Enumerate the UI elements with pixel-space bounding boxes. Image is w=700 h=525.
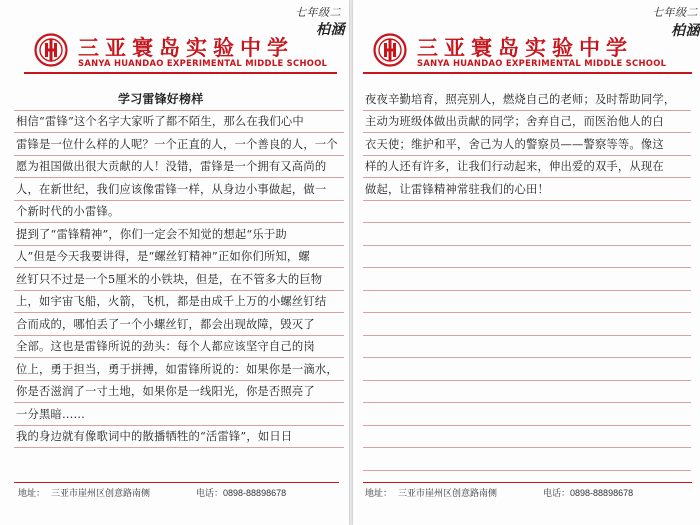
essay-line: 合而成的，哪怕丢了一个小螺丝钉，都会出现故障，毁灭了 <box>16 317 315 331</box>
essay-line: 衣天使；维护和平，舍己为人的警察员——警察等等。像这 <box>365 137 664 151</box>
essay-line: 样的人还有许多，让我们行动起来，伸出爱的双手，从现在 <box>365 160 664 173</box>
ruled-line <box>14 156 344 179</box>
essay-title-line <box>14 88 344 111</box>
ruled-line <box>363 313 691 336</box>
address-label: 地址： <box>18 488 46 498</box>
ruled-line <box>14 403 344 426</box>
ruled-line <box>363 156 691 179</box>
essay-line: 上，如宇宙飞船，火箭，飞机，都是由成千上万的小螺丝钉结 <box>16 295 327 308</box>
header-rule <box>24 72 337 74</box>
essay-line: 夜夜辛勤培育，照亮别人，燃烧自己的老师；及时帮助同学， <box>365 92 676 106</box>
essay-line: 你是否滋润了一寸土地，如果你是一线阳光，你是否照亮了 <box>16 385 315 398</box>
essay-line: 愿为祖国做出很大贡献的人！没错，雷锋是一个拥有又高尚的 <box>16 160 327 173</box>
essay-line: 人”但是今天我要讲得，是“螺丝钉精神”正如你们所知，螺 <box>16 250 310 263</box>
handwritten-name: 柏涵 <box>671 23 700 39</box>
ruled-line <box>14 426 344 449</box>
school-name-cn: 三亚寰岛实验中学 <box>78 36 294 60</box>
essay-line: 提到了“雷锋精神”，你们一定会不知觉的想起“乐于助 <box>16 227 287 241</box>
essay-line: 相信“雷锋”这个名字大家听了都不陌生，那么在我们心中 <box>16 115 304 128</box>
school-name-cn: 三亚寰岛实验中学 <box>417 36 633 60</box>
school-name-en: SANYA HUANDAO EXPERIMENTAL MIDDLE SCHOOL <box>417 58 667 68</box>
header-rule <box>363 72 692 74</box>
phone-text: 电话：0898-88898678 <box>196 488 287 498</box>
essay-line: 丝钉只不过是一个5厘米的小铁块，但是，在不管多大的巨物 <box>16 272 323 286</box>
ruled-line <box>363 426 691 449</box>
handwritten-name: 柏涵 <box>316 22 345 38</box>
ruled-line <box>363 201 691 224</box>
ruled-line <box>14 336 344 359</box>
right-page <box>353 0 700 525</box>
ruled-line <box>363 358 691 381</box>
ruled-line <box>14 358 344 381</box>
essay-line: 个新时代的小雷锋。 <box>16 205 120 218</box>
footer-rule <box>14 482 339 483</box>
essay-line: 人，在新世纪，我们应该像雷锋一样，从身边小事做起，做一 <box>16 182 327 196</box>
essay-line: 雷锋是一位什么样的人呢？一个正直的人，一个善良的人，一个 <box>16 137 338 151</box>
address-label: 地址： <box>365 488 393 498</box>
ruled-line <box>14 381 344 404</box>
left-page <box>0 0 349 525</box>
ruled-line <box>363 223 691 246</box>
ruled-line <box>14 223 344 246</box>
essay-body-left <box>14 88 344 448</box>
school-name-en: SANYA HUANDAO EXPERIMENTAL MIDDLE SCHOOL <box>78 58 328 68</box>
essay-line: 一分黑暗…… <box>16 407 85 421</box>
ruled-line <box>363 133 691 156</box>
ruled-line <box>363 403 691 426</box>
ruled-line <box>363 178 691 201</box>
handwritten-grade: 七年级二 <box>295 6 341 19</box>
ruled-line <box>363 448 691 471</box>
ruled-line <box>363 381 691 404</box>
footer <box>365 486 633 499</box>
essay-line: 主动为班级体做出贡献的同学；舍弃自己，而医治他人的白 <box>365 115 664 128</box>
phone-text: 电话：0898-88898678 <box>543 488 634 498</box>
ruled-line <box>14 291 344 314</box>
ruled-line <box>363 88 691 111</box>
ruled-line <box>14 178 344 201</box>
ruled-line <box>14 133 344 156</box>
address-text: 三亚市崖州区创意路南侧 <box>51 488 151 498</box>
footer <box>18 486 286 499</box>
essay-line: 我的身边就有像歌词中的散播牺牲的“活雷锋”，如日日 <box>16 430 293 443</box>
school-emblem-icon <box>373 33 407 67</box>
essay-line: 位上，勇于担当，勇于拼搏，如雷锋所说的：如果你是一滴水， <box>16 362 338 376</box>
ruled-line <box>363 111 691 134</box>
school-emblem-icon <box>34 33 68 67</box>
ruled-line <box>14 268 344 291</box>
ruled-line <box>363 336 691 359</box>
essay-line: 做起，让雷锋精神常驻我们的心田！ <box>365 182 549 196</box>
essay-body-right <box>363 88 691 471</box>
ruled-line <box>14 246 344 269</box>
ruled-line <box>14 201 344 224</box>
ruled-line <box>363 291 691 314</box>
ruled-line <box>363 268 691 291</box>
handwritten-grade: 七年级二 <box>652 6 698 19</box>
ruled-line <box>14 313 344 336</box>
footer-rule <box>363 482 692 483</box>
address-text: 三亚市崖州区创意路南侧 <box>398 488 498 498</box>
essay-title: 学习雷锋好榜样 <box>118 91 204 106</box>
ruled-line <box>363 246 691 269</box>
essay-line: 全部。这也是雷锋所说的劲头：每个人都应该坚守自己的岗 <box>16 340 315 353</box>
ruled-line <box>14 111 344 134</box>
